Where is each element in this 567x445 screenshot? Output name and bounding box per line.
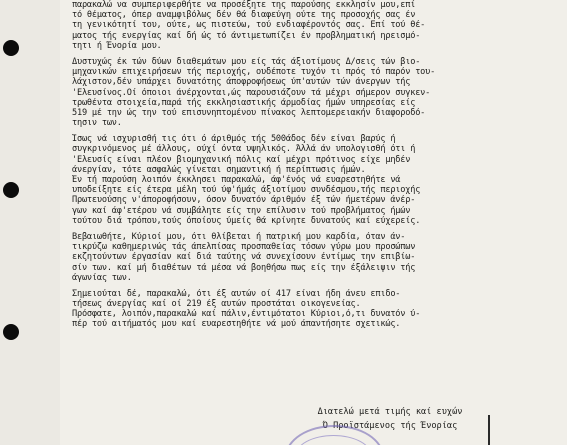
letter-line: τούτου διά τρόπου,τούς όποίους ύμείς θά κρίνητε δυνατούς καί εύχερείς. bbox=[72, 215, 421, 226]
letter-line: εκζητούντων έργασίαν καί διά ταύτης νά συνεχίσουν έντίμως την επιβίω- bbox=[72, 252, 416, 263]
letter-line: υποδείξητε είς έτερα μέλη τού ύφ'ήμάς άξιοτίμου συνδέσμου,τής περιοχής bbox=[72, 185, 421, 196]
letter-line: άγωνίας των. bbox=[72, 272, 132, 283]
letter-line: τικρύζω καθημερινώς τάς άπελπίσας προσπαθείας τόσων γύρω μου προσώπων bbox=[72, 242, 416, 253]
letter-line: τησιν των. bbox=[72, 118, 122, 129]
punch-hole-top bbox=[3, 40, 19, 56]
signature-line: Ό Προϊστάμενος τής Ένορίας bbox=[322, 421, 458, 431]
letter-line: 'Ελευσίς είναι πλέον βιομηχανική πόλις καί μέχρι πρότινος είχε μηδέν bbox=[72, 154, 411, 165]
letter-line: Δυστυχώς έκ τών δύων διαθεμάτων μου είς τάς άξιοτίμους Δ/σεις τών βιο- bbox=[72, 56, 421, 67]
letter-line: Βεβαιωθήτε, Κύριοί μου, ότι θλίβεται ή πατρική μου καρδία, όταν άν- bbox=[72, 231, 406, 242]
letter-line: τη γενικότητί του, ούτε, ως πιστεύω, τού ενδιαφέροντός σας. Επί τού θέ- bbox=[72, 20, 426, 31]
letter-line: Πρόσφατε, λοιπόν,παρακαλώ καί πάλιν,έντιμότατοι Κύριοι,ό,τι δυνατόν ύ- bbox=[72, 309, 421, 320]
letter-line: 519 μέ την ώς την τού επισυνηπτομένου πίνακος λεπτομερειακήν διαφοροδό- bbox=[72, 107, 426, 118]
closing-line: Διατελώ μετά τιμής καί ευχών bbox=[317, 407, 463, 417]
letter-line: σίν των. καί μή διαθέτων τά μέσα νά βοηθήσω πως είς την έξάλειψιν τής bbox=[72, 262, 416, 273]
letter-line: παρακαλώ να συμπεριφερθήτε να προσέξητε της παρούσης εκκλησίν μου,επί bbox=[72, 0, 416, 10]
letter-line: ματος τής ενεργίας καί δή ώς τό άντιμετωπίζει έν προβληματική ηρεισμό- bbox=[72, 30, 421, 41]
letter-line: Πρωτευούσης ν'άποροφήσουν, όσον δυνατόν άριθμόν έξ τών ήμετέρων άνέρ- bbox=[72, 195, 416, 206]
signature-mark bbox=[488, 415, 490, 445]
letter-line: πέρ τού αιτήματός μου καί ευαρεστηθήτε νά μού άπαντήσητε σχετικώς. bbox=[72, 319, 401, 330]
letter-line: τό θέματος, όπερ αναμφιβόλως δέν θά διαφεύγη ούτε της προσοχής σας έν bbox=[72, 10, 416, 21]
letter-line: λάχιστον,δέν υπάρχει δυνατότης άποφροφήσεως ύπ'αυτών τών άνεργων τής bbox=[72, 77, 411, 88]
punch-hole-bottom bbox=[3, 324, 19, 340]
punch-hole-middle bbox=[3, 182, 19, 198]
letter-body bbox=[72, 0, 558, 330]
letter-line: Ίσως νά ισχυρισθή τις ότι ό άριθμός τής 500άδος δέν είναι βαρύς ή bbox=[72, 134, 396, 145]
letter-line: Σημειούται δέ, παρακαλώ, ότι έξ αυτών οί 417 είναι ήδη άνευ επιδο- bbox=[72, 288, 401, 299]
letter-line: γων καί άφ'ετέρου νά συμβάλητε είς την επίλυσιν τού προβλήματος ήμών bbox=[72, 205, 411, 216]
letter-line: τήσεως άνεργίας καί οί 219 έξ αυτών προστάται οικογενείας. bbox=[72, 299, 361, 310]
letter-line: συγκρινόμενος μέ άλλους, ούχί όντα υψηλικός. Άλλά άν υπολογισθή ότι ή bbox=[72, 144, 416, 155]
letter-line: 'Ελευσίνος.Οί όποιοι άνέρχονται,ώς παρουσιάζουν τά μέχρι σήμερον συγκεν- bbox=[72, 87, 431, 98]
letter-line: Έν τή παρούση λοιπόν έκκλησει παρακαλώ, άφ'ένός νά ευαρεστηθήτε νά bbox=[72, 175, 401, 185]
letter-line: τρωθέντα στοιχεία,παρά τής εκκλησιαστικής άρμοδίας ήμών υπηρεσίας είς bbox=[72, 97, 416, 108]
letter-line: τητι ή Ένορία μου. bbox=[72, 40, 162, 51]
stamp-inner-ring bbox=[295, 435, 372, 445]
letter-line: άνεργίαν, τότε ασφαλώς γίνεται σημαντική ή περίπτωσις ήμών. bbox=[72, 164, 366, 175]
letter-line: μηχανικών επιχειρήσεων τής περιοχής, ουδέποτε τυχόν τι πρός τό παρόν του- bbox=[72, 67, 436, 78]
